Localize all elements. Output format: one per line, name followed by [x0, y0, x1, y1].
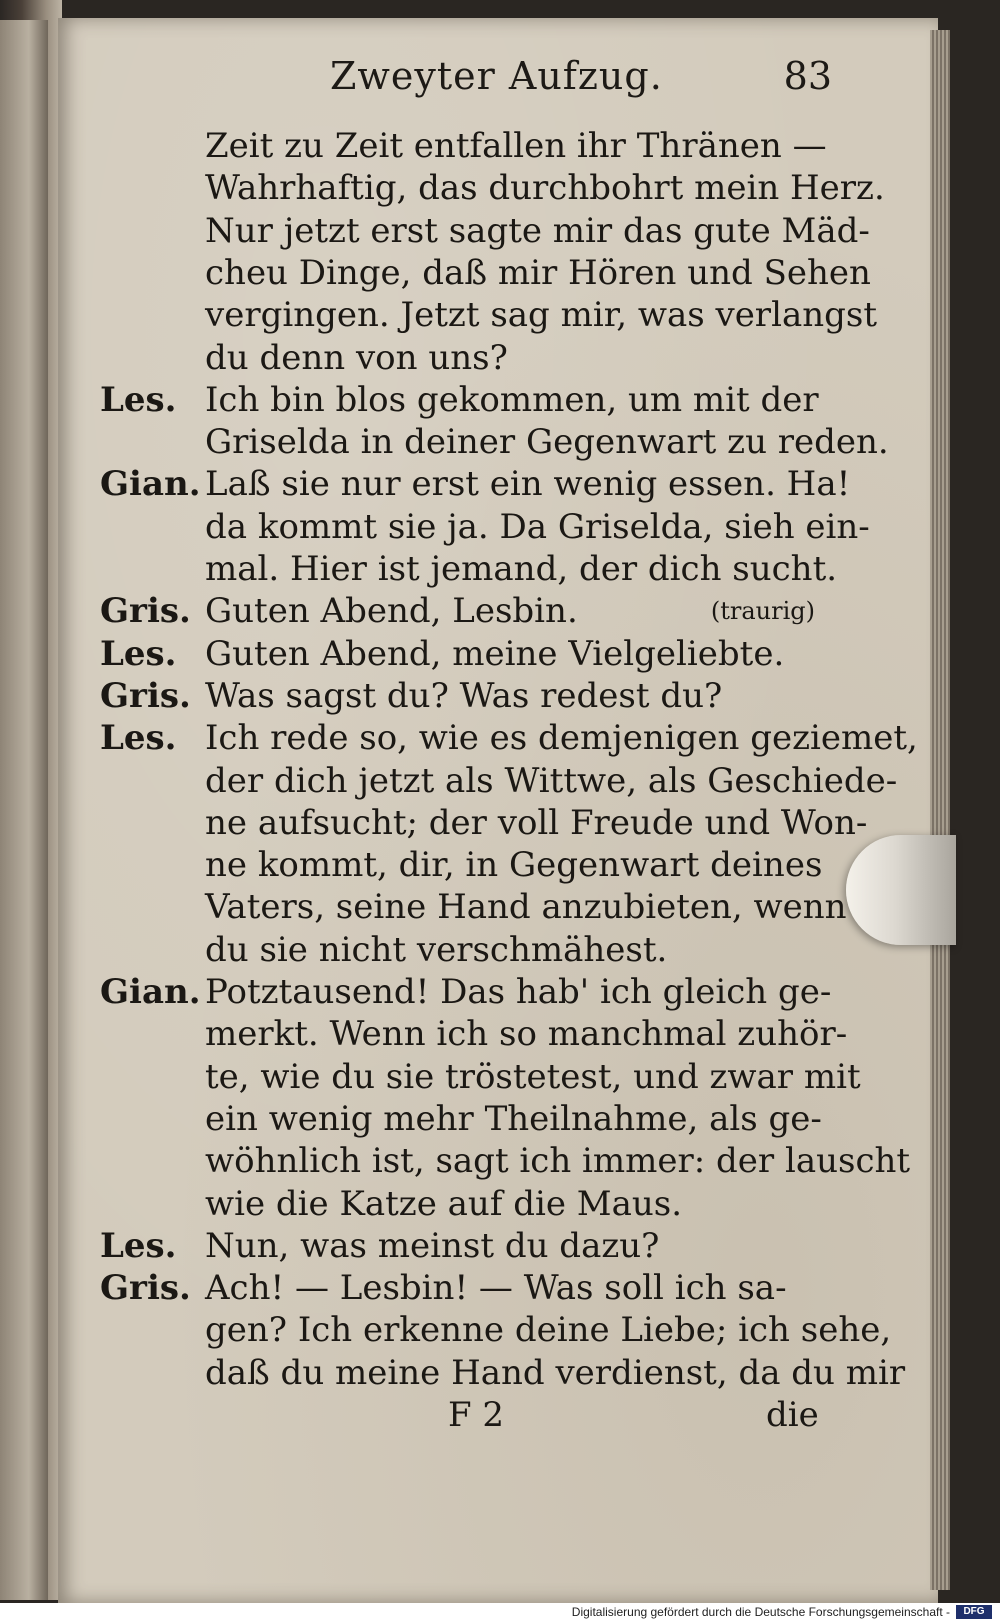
- text-line: [100, 1265, 840, 1311]
- line-text: te, wie du sie tröstetest, und zwar mit: [205, 1056, 861, 1097]
- line-text: Griselda in deiner Gegenwart zu reden.: [205, 422, 889, 463]
- text-line: [100, 419, 889, 465]
- text-line: [100, 758, 898, 804]
- page-clip: [846, 835, 956, 945]
- page-edges: [930, 30, 950, 1590]
- line-text: der dich jetzt als Wittwe, als Geschiede-: [205, 760, 898, 801]
- line-text: Nun, was meinst du dazu?: [205, 1225, 660, 1266]
- text-line: [100, 1138, 911, 1184]
- line-text: gen? Ich erkenne deine Liebe; ich sehe,: [205, 1310, 892, 1351]
- signature-mark: F 2: [448, 1395, 505, 1435]
- speaker-name: Les.: [100, 633, 177, 674]
- text-line: [100, 631, 840, 677]
- line-text: Nur jetzt erst sagte mir das gute Mäd-: [205, 210, 870, 251]
- dfg-logo: DFG: [956, 1605, 992, 1619]
- text-line: [100, 927, 840, 973]
- line-text: ne aufsucht; der voll Freude und Won-: [205, 802, 868, 843]
- running-head: Zweyter Aufzug.: [330, 54, 663, 98]
- page-number: 83: [783, 54, 832, 98]
- line-text: Zeit zu Zeit entfallen ihr Thränen —: [205, 126, 827, 166]
- line-text: Guten Abend, Lesbin.: [205, 591, 578, 632]
- text-line: [100, 250, 871, 296]
- line-text: wie die Katze auf die Maus.: [205, 1183, 683, 1224]
- catchword: die: [766, 1395, 819, 1435]
- speaker-name: Gris.: [100, 591, 191, 632]
- text-line: [100, 1350, 906, 1396]
- credit-strip: [0, 1603, 1000, 1623]
- line-text: Vaters, seine Hand anzubieten, wenn: [205, 887, 847, 928]
- line-text: da kommt sie ja. Da Griselda, sieh ein-: [205, 506, 870, 547]
- line-text: Ach! — Lesbin! — Was soll ich sa-: [205, 1268, 787, 1309]
- text-line: [100, 1307, 892, 1353]
- text-line: [100, 208, 870, 254]
- line-text: mal. Hier ist jemand, der dich sucht.: [205, 549, 838, 589]
- text-line: [100, 1181, 840, 1227]
- text-line: [100, 673, 840, 719]
- text-line: [100, 165, 885, 211]
- text-line: [100, 1096, 840, 1142]
- line-text: vergingen. Jetzt sag mir, was verlangst: [205, 295, 877, 336]
- text-line: [100, 504, 870, 550]
- speaker-name: Gris.: [100, 1268, 191, 1309]
- speaker-name: Les.: [100, 718, 177, 759]
- text-line: [100, 123, 840, 169]
- speaker-name: Gris.: [100, 675, 191, 716]
- line-text: Wahrhaftig, das durchbohrt mein Herz.: [205, 168, 885, 209]
- line-text: merkt. Wenn ich so manchmal zuhör-: [205, 1014, 848, 1055]
- text-line: [100, 715, 918, 761]
- text-line: [100, 1054, 861, 1100]
- line-text: wöhnlich ist, sagt ich immer: der lauscht: [205, 1141, 911, 1182]
- line-text: Ich bin blos gekommen, um mit der: [205, 379, 819, 420]
- speaker-name: Gian.: [100, 464, 201, 505]
- credit-text: Digitalisierung gefördert durch die Deutsche Forschungsgemeinschaft -: [571, 1605, 950, 1619]
- text-line: [100, 800, 868, 846]
- text-line: [100, 461, 851, 507]
- line-text: Potztausend! Das hab' ich gleich ge-: [205, 972, 832, 1012]
- speaker-name: Les.: [100, 1225, 177, 1266]
- text-line: [100, 546, 840, 592]
- speaker-name: Gian.: [100, 972, 201, 1012]
- line-text: ein wenig mehr Theilnahme, als ge-: [205, 1098, 822, 1139]
- text-line: [100, 292, 877, 338]
- text-line: [100, 969, 840, 1015]
- previous-page-edge: [0, 20, 48, 1600]
- line-text: du sie nicht verschmähest.: [205, 929, 668, 970]
- line-text: daß du meine Hand verdienst, da du mir: [205, 1352, 906, 1393]
- line-text: Was sagst du? Was redest du?: [205, 675, 723, 716]
- line-text: Guten Abend, meine Vielgeliebte.: [205, 633, 785, 674]
- text-line: [100, 377, 840, 423]
- line-text: du denn von uns?: [205, 337, 508, 378]
- line-text: Ich rede so, wie es demjenigen geziemet,: [205, 718, 918, 759]
- text-line: [100, 588, 840, 634]
- line-text: ne kommt, dir, in Gegenwart deines: [205, 845, 823, 886]
- text-line: [100, 884, 847, 930]
- text-line: [100, 1223, 840, 1269]
- line-text: cheu Dinge, daß mir Hören und Sehen: [205, 252, 871, 293]
- stage-direction: (traurig): [710, 597, 815, 626]
- page-header: [330, 50, 850, 110]
- text-line: [100, 335, 840, 381]
- line-text: Laß sie nur erst ein wenig essen. Ha!: [205, 464, 851, 505]
- text-line: [100, 842, 840, 888]
- speaker-name: Les.: [100, 379, 177, 420]
- text-line: [100, 1011, 848, 1057]
